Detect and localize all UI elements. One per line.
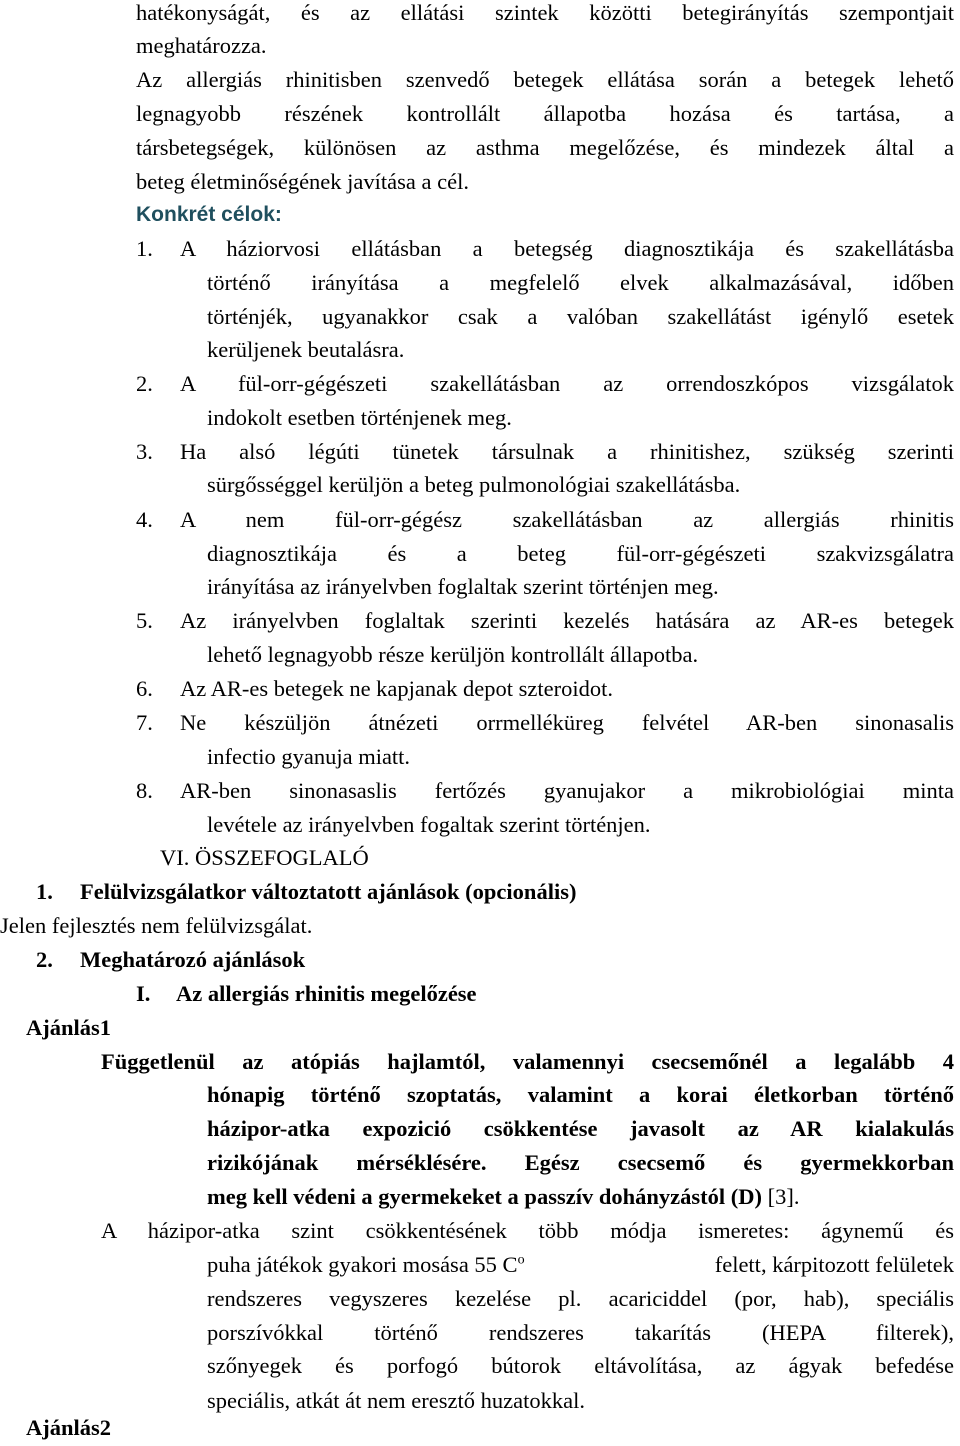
goal-line: irányítása az irányelvben foglaltak szerint történjen meg.	[207, 574, 719, 599]
goal-number: 4.	[136, 507, 153, 532]
note-line: szőnyegek és porfogó bútorok eltávolítása, az ágyak befedése	[207, 1353, 954, 1378]
note-line: rendszeres vegyszeres kezelése pl. acariciddel (por, hab), speciális	[207, 1286, 954, 1311]
intro-line-5: társbetegségek, különösen az asthma megelőzése, és mindezek által a	[136, 135, 954, 160]
recommendation-line-last	[207, 1184, 799, 1210]
intro-line-4: legnagyobb részének kontrollált állapotba hozása és tartása, a	[136, 101, 954, 126]
goal-number: 5.	[136, 608, 153, 633]
goal-line: indokolt esetben történjenek meg.	[207, 405, 512, 430]
goal-line: AR-ben sinonasaslis fertőzés gyanujakor a mikrobiológiai minta	[180, 778, 954, 803]
summary-heading: Felülvizsgálatkor változtatott ajánlások (opcionális)	[80, 879, 577, 904]
goals-heading: Konkrét célok:	[136, 203, 282, 226]
goal-line: Ha alsó légúti tünetek társulnak a rhinitishez, szükség szerinti	[180, 439, 954, 464]
summary-heading: Meghatározó ajánlások	[80, 947, 306, 972]
recommendation-line: rizikójának mérséklésére. Egész csecsemő és gyermekkorban	[207, 1150, 954, 1175]
goal-line: infectio gyanuja miatt.	[207, 744, 411, 769]
summary-number: 2.	[36, 947, 53, 972]
recommendation-line: hónapig történő szoptatás, valamint a korai életkorban történő	[207, 1082, 954, 1107]
goal-line: lehető legnagyobb része kerüljön kontrollált állapotba.	[207, 642, 699, 667]
goal-line: sürgősséggel kerüljön a beteg pulmonológiai szakellátásba.	[207, 472, 741, 497]
recommendation-label: Ajánlás2	[26, 1415, 112, 1440]
intro-line-1: hatékonyságát, és az ellátási szintek közötti betegirányítás szempontjait	[136, 0, 954, 25]
intro-line-3: Az allergiás rhinitisben szenvedő betegek ellátása során a betegek lehető	[136, 67, 954, 92]
note-line: A házipor-atka szint csökkentésének több módja ismeretes: ágynemű és	[101, 1218, 954, 1243]
goal-number: 7.	[136, 710, 153, 735]
goal-line: levétele az irányelvben fogaltak szerint történjen.	[207, 812, 651, 837]
intro-line-6: beteg életminőségének javítása a cél.	[136, 169, 469, 194]
reference: [3].	[761, 1184, 800, 1209]
note-line: porszívókkal történő rendszeres takarítás (HEPA filterek),	[207, 1320, 954, 1345]
goal-line: Ne készüljön átnézeti orrmelléküreg felvétel AR-ben sinonasalis	[180, 710, 954, 735]
degree-superscript: o	[517, 1252, 525, 1268]
goal-number: 8.	[136, 778, 153, 803]
note-text-rest: felett, kárpitozott felületek	[714, 1252, 954, 1277]
summary-number: 1.	[36, 879, 53, 904]
subsection-number: I.	[136, 981, 151, 1006]
note-text-part: puha játékok gyakori mosása 55 C	[207, 1252, 518, 1277]
goal-number: 6.	[136, 676, 153, 701]
note-line: speciális, atkát át nem eresztő huzatokkal.	[207, 1388, 585, 1413]
note-line	[207, 1252, 954, 1278]
goal-number: 1.	[136, 236, 153, 261]
summary-text: Jelen fejlesztés nem felülvizsgálat.	[0, 913, 313, 938]
goal-line: diagnosztikája és a beteg fül-orr-gégészeti szakvizsgálatra	[207, 541, 954, 566]
goal-line: Az irányelvben foglaltak szerinti kezelés hatására az AR-es betegek	[180, 608, 954, 633]
subsection-heading: Az allergiás rhinitis megelőzése	[176, 981, 477, 1006]
goal-line: történjék, ugyanakkor csak a valóban szakellátást igénylő esetek	[207, 304, 954, 329]
recommendation-text: meg kell védeni a gyermekeket a passzív dohányzástól (D)	[207, 1184, 762, 1209]
intro-line-2: meghatározza.	[136, 33, 267, 58]
recommendation-line: Függetlenül az atópiás hajlamtól, valamennyi csecsemőnél a legalább 4	[101, 1049, 954, 1074]
goal-line: A háziorvosi ellátásban a betegség diagnosztikája és szakellátásba	[180, 236, 954, 261]
goal-line: A fül-orr-gégészeti szakellátásban az orrendoszkópos vizsgálatok	[180, 371, 954, 396]
goal-line: történő irányítása a megfelelő elvek alkalmazásával, időben	[207, 270, 954, 295]
goal-number: 3.	[136, 439, 153, 464]
goal-line: kerüljenek beutalásra.	[207, 337, 405, 362]
section-title: VI. ÖSSZEFOGLALÓ	[160, 845, 369, 870]
recommendation-label: Ajánlás1	[26, 1015, 112, 1040]
goal-number: 2.	[136, 371, 153, 396]
goal-line: A nem fül-orr-gégész szakellátásban az allergiás rhinitis	[180, 507, 954, 532]
goal-line: Az AR-es betegek ne kapjanak depot szteroidot.	[180, 676, 613, 701]
recommendation-line: házipor-atka expozició csökkentése javasolt az AR kialakulás	[207, 1116, 954, 1141]
note-text	[207, 1252, 525, 1278]
